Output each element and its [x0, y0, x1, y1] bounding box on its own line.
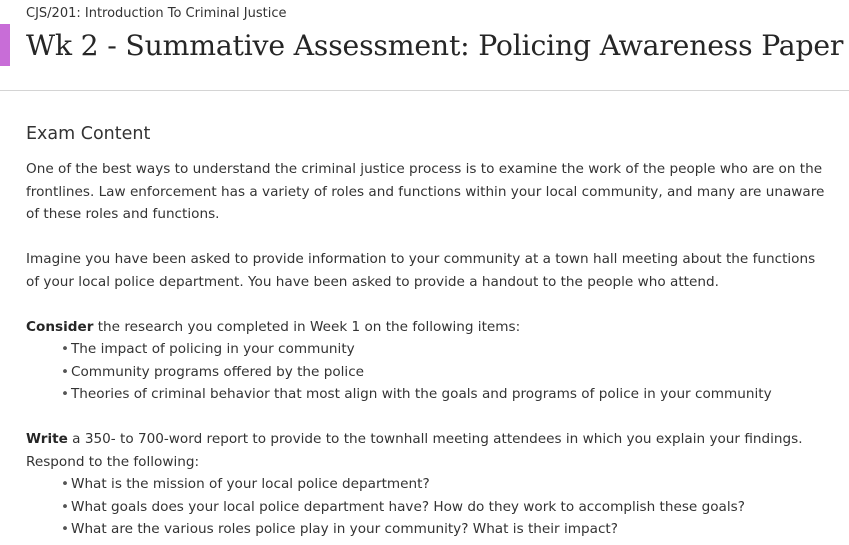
page-title: Wk 2 - Summative Assessment: Policing Awareness Paper: [26, 29, 844, 62]
list-item: • Community programs offered by the police: [61, 361, 826, 384]
bullet-icon: •: [61, 341, 70, 357]
consider-lead: Consider: [26, 318, 94, 335]
write-instruction: [26, 428, 826, 473]
accent-bar: [0, 24, 10, 66]
page-header: [0, 0, 849, 91]
section-heading: Exam Content: [26, 124, 151, 144]
consider-text: the research you completed in Week 1 on the following items:: [93, 318, 521, 335]
write-lead: Write: [26, 431, 68, 447]
intro-paragraph: One of the best ways to understand the criminal justice process is to examine the work of the people who are on the frontlines. Law enforcement has a variety of roles and functions within your local community, and many are unaware of these roles and functions.: [26, 161, 825, 222]
list-item: • Theories of criminal behavior that most align with the goals and programs of police in your community: [61, 383, 826, 406]
bullet-icon: •: [61, 521, 70, 537]
list-item: • What is the mission of your local police department?: [61, 473, 826, 496]
list-item: • What goals does your local police department have? How do they work to accomplish these goals?: [61, 496, 826, 519]
list-item: • What are the various roles police play in your community? What is their impact?: [61, 518, 826, 541]
consider-instruction: [26, 316, 826, 339]
bullet-icon: •: [61, 363, 70, 380]
write-text: a 350- to 700-word report to provide to the townhall meeting attendees in which you explain your findings. Respond to the following:: [26, 431, 803, 470]
exam-content: [26, 124, 826, 541]
consider-list: [26, 338, 826, 406]
write-list: [26, 473, 826, 541]
list-item: • The impact of policing in your community: [61, 338, 826, 361]
bullet-icon: •: [61, 386, 70, 402]
bullet-icon: •: [61, 498, 70, 515]
course-name: CJS/201: Introduction To Criminal Justice: [26, 6, 287, 21]
scenario-paragraph: Imagine you have been asked to provide information to your community at a town hall meeting about the functions of your local police department. You have been asked to provide a handout to the people who attend.: [26, 251, 816, 290]
bullet-icon: •: [61, 476, 70, 492]
